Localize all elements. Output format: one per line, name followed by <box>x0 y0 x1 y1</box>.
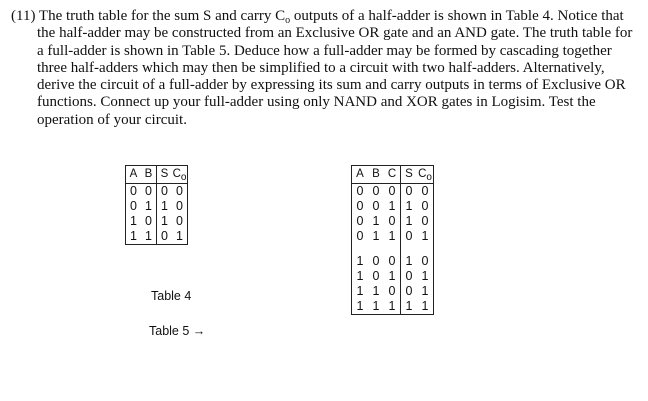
cell: 1 <box>157 199 173 214</box>
question-number: (11) <box>11 8 36 24</box>
header-c-out: C <box>418 167 427 180</box>
cell: 0 <box>157 229 173 245</box>
gap-cell <box>401 244 418 254</box>
cell: 0 <box>145 184 152 199</box>
half-adder-truth-table <box>125 165 188 245</box>
cell: 1 <box>356 254 364 269</box>
table-row <box>352 214 434 229</box>
table-row <box>352 254 434 269</box>
table-row <box>126 184 188 200</box>
question-text-part-2: outputs of a half-adder is shown in Table 4. Notice that the half-adder may be constructed from an Exclusive OR gate and an AND gate. The truth table for a full-adder is shown in Table 5. Deduce how a full-adder may be formed by cascading together three half-adders which may then be simplified to a circuit with two half-adders. Alternatively, derive the circuit of a full-adder by expressing its sum and carry outputs in terms of Exclusive OR functions. Connect up your full-adder using only NAND and XOR gates in Logisim. Test the operation of your circuit. <box>37 8 633 128</box>
cell: 1 <box>356 284 364 299</box>
row-gap <box>352 244 434 254</box>
header-c: C <box>384 166 401 184</box>
table-row <box>126 214 188 229</box>
header-co-subscript: o <box>180 171 187 183</box>
cell: 1 <box>372 214 380 229</box>
cell: 0 <box>356 214 364 229</box>
table-row <box>352 299 434 315</box>
cell: 0 <box>372 269 380 284</box>
question-text-block <box>11 8 633 129</box>
cell: 0 <box>176 184 183 199</box>
cell: 1 <box>401 199 418 214</box>
right-arrow-icon: → <box>192 324 206 338</box>
header-co <box>172 166 188 184</box>
cell: 1 <box>401 299 418 315</box>
cell: 0 <box>176 199 183 214</box>
cell: 0 <box>356 229 364 244</box>
cell: 1 <box>401 214 418 229</box>
table-5-caption <box>149 324 205 338</box>
cell: 0 <box>388 284 396 299</box>
cell: 1 <box>388 299 396 314</box>
full-adder-truth-table <box>351 165 434 315</box>
table-row <box>352 284 434 299</box>
cell: 0 <box>421 184 429 199</box>
header-b: B <box>368 166 384 184</box>
cell: 1 <box>421 229 429 244</box>
cell: 1 <box>356 269 364 284</box>
cell: 1 <box>388 199 396 214</box>
table-row <box>352 229 434 244</box>
gap-cell <box>384 244 401 254</box>
gap-cell <box>368 244 384 254</box>
carry-subscript: o <box>285 15 291 26</box>
cell: 1 <box>356 299 364 314</box>
cell: 1 <box>388 269 396 284</box>
table-5-caption-text: Table 5 <box>149 324 190 338</box>
cell: 0 <box>130 199 137 214</box>
header-c: C <box>172 167 181 180</box>
table-row <box>352 184 434 200</box>
table-row <box>352 269 434 284</box>
header-co <box>417 166 434 184</box>
cell: 0 <box>372 254 380 269</box>
cell: 1 <box>157 214 173 229</box>
cell: 1 <box>176 229 183 244</box>
cell: 1 <box>388 229 396 244</box>
gap-cell <box>417 244 434 254</box>
cell: 0 <box>388 254 396 269</box>
cell: 1 <box>372 229 380 244</box>
question-paragraph <box>11 8 633 129</box>
cell: 0 <box>130 184 137 199</box>
table-4-caption: Table 4 <box>151 289 192 303</box>
cell: 0 <box>421 214 429 229</box>
question-text-part-1: The truth table for the sum S and carry C <box>38 8 286 24</box>
table-row <box>126 199 188 214</box>
header-b: B <box>141 166 157 184</box>
cell: 0 <box>401 284 418 299</box>
cell: 1 <box>372 284 380 299</box>
cell: 0 <box>401 184 418 200</box>
cell: 0 <box>372 199 380 214</box>
cell: 1 <box>421 284 429 299</box>
table-row <box>126 229 188 245</box>
cell: 0 <box>356 184 364 199</box>
cell: 0 <box>372 184 380 199</box>
table-row <box>352 199 434 214</box>
cell: 1 <box>401 254 418 269</box>
cell: 1 <box>372 299 380 314</box>
header-a: A <box>352 166 369 184</box>
header-s: S <box>401 166 418 184</box>
cell: 0 <box>157 184 173 200</box>
cell: 1 <box>421 269 429 284</box>
cell: 1 <box>130 229 137 244</box>
cell: 0 <box>145 214 152 229</box>
header-s: S <box>157 166 173 184</box>
cell: 0 <box>401 229 418 244</box>
cell: 0 <box>388 184 396 199</box>
cell: 1 <box>145 199 152 214</box>
cell: 0 <box>421 199 429 214</box>
header-a: A <box>126 166 142 184</box>
cell: 0 <box>388 214 396 229</box>
cell: 0 <box>421 254 429 269</box>
cell: 1 <box>421 299 429 314</box>
cell: 0 <box>176 214 183 229</box>
cell: 1 <box>145 229 152 244</box>
cell: 0 <box>356 199 364 214</box>
cell: 1 <box>130 214 137 229</box>
header-co-subscript: o <box>426 171 432 183</box>
gap-cell <box>352 244 369 254</box>
cell: 0 <box>401 269 418 284</box>
